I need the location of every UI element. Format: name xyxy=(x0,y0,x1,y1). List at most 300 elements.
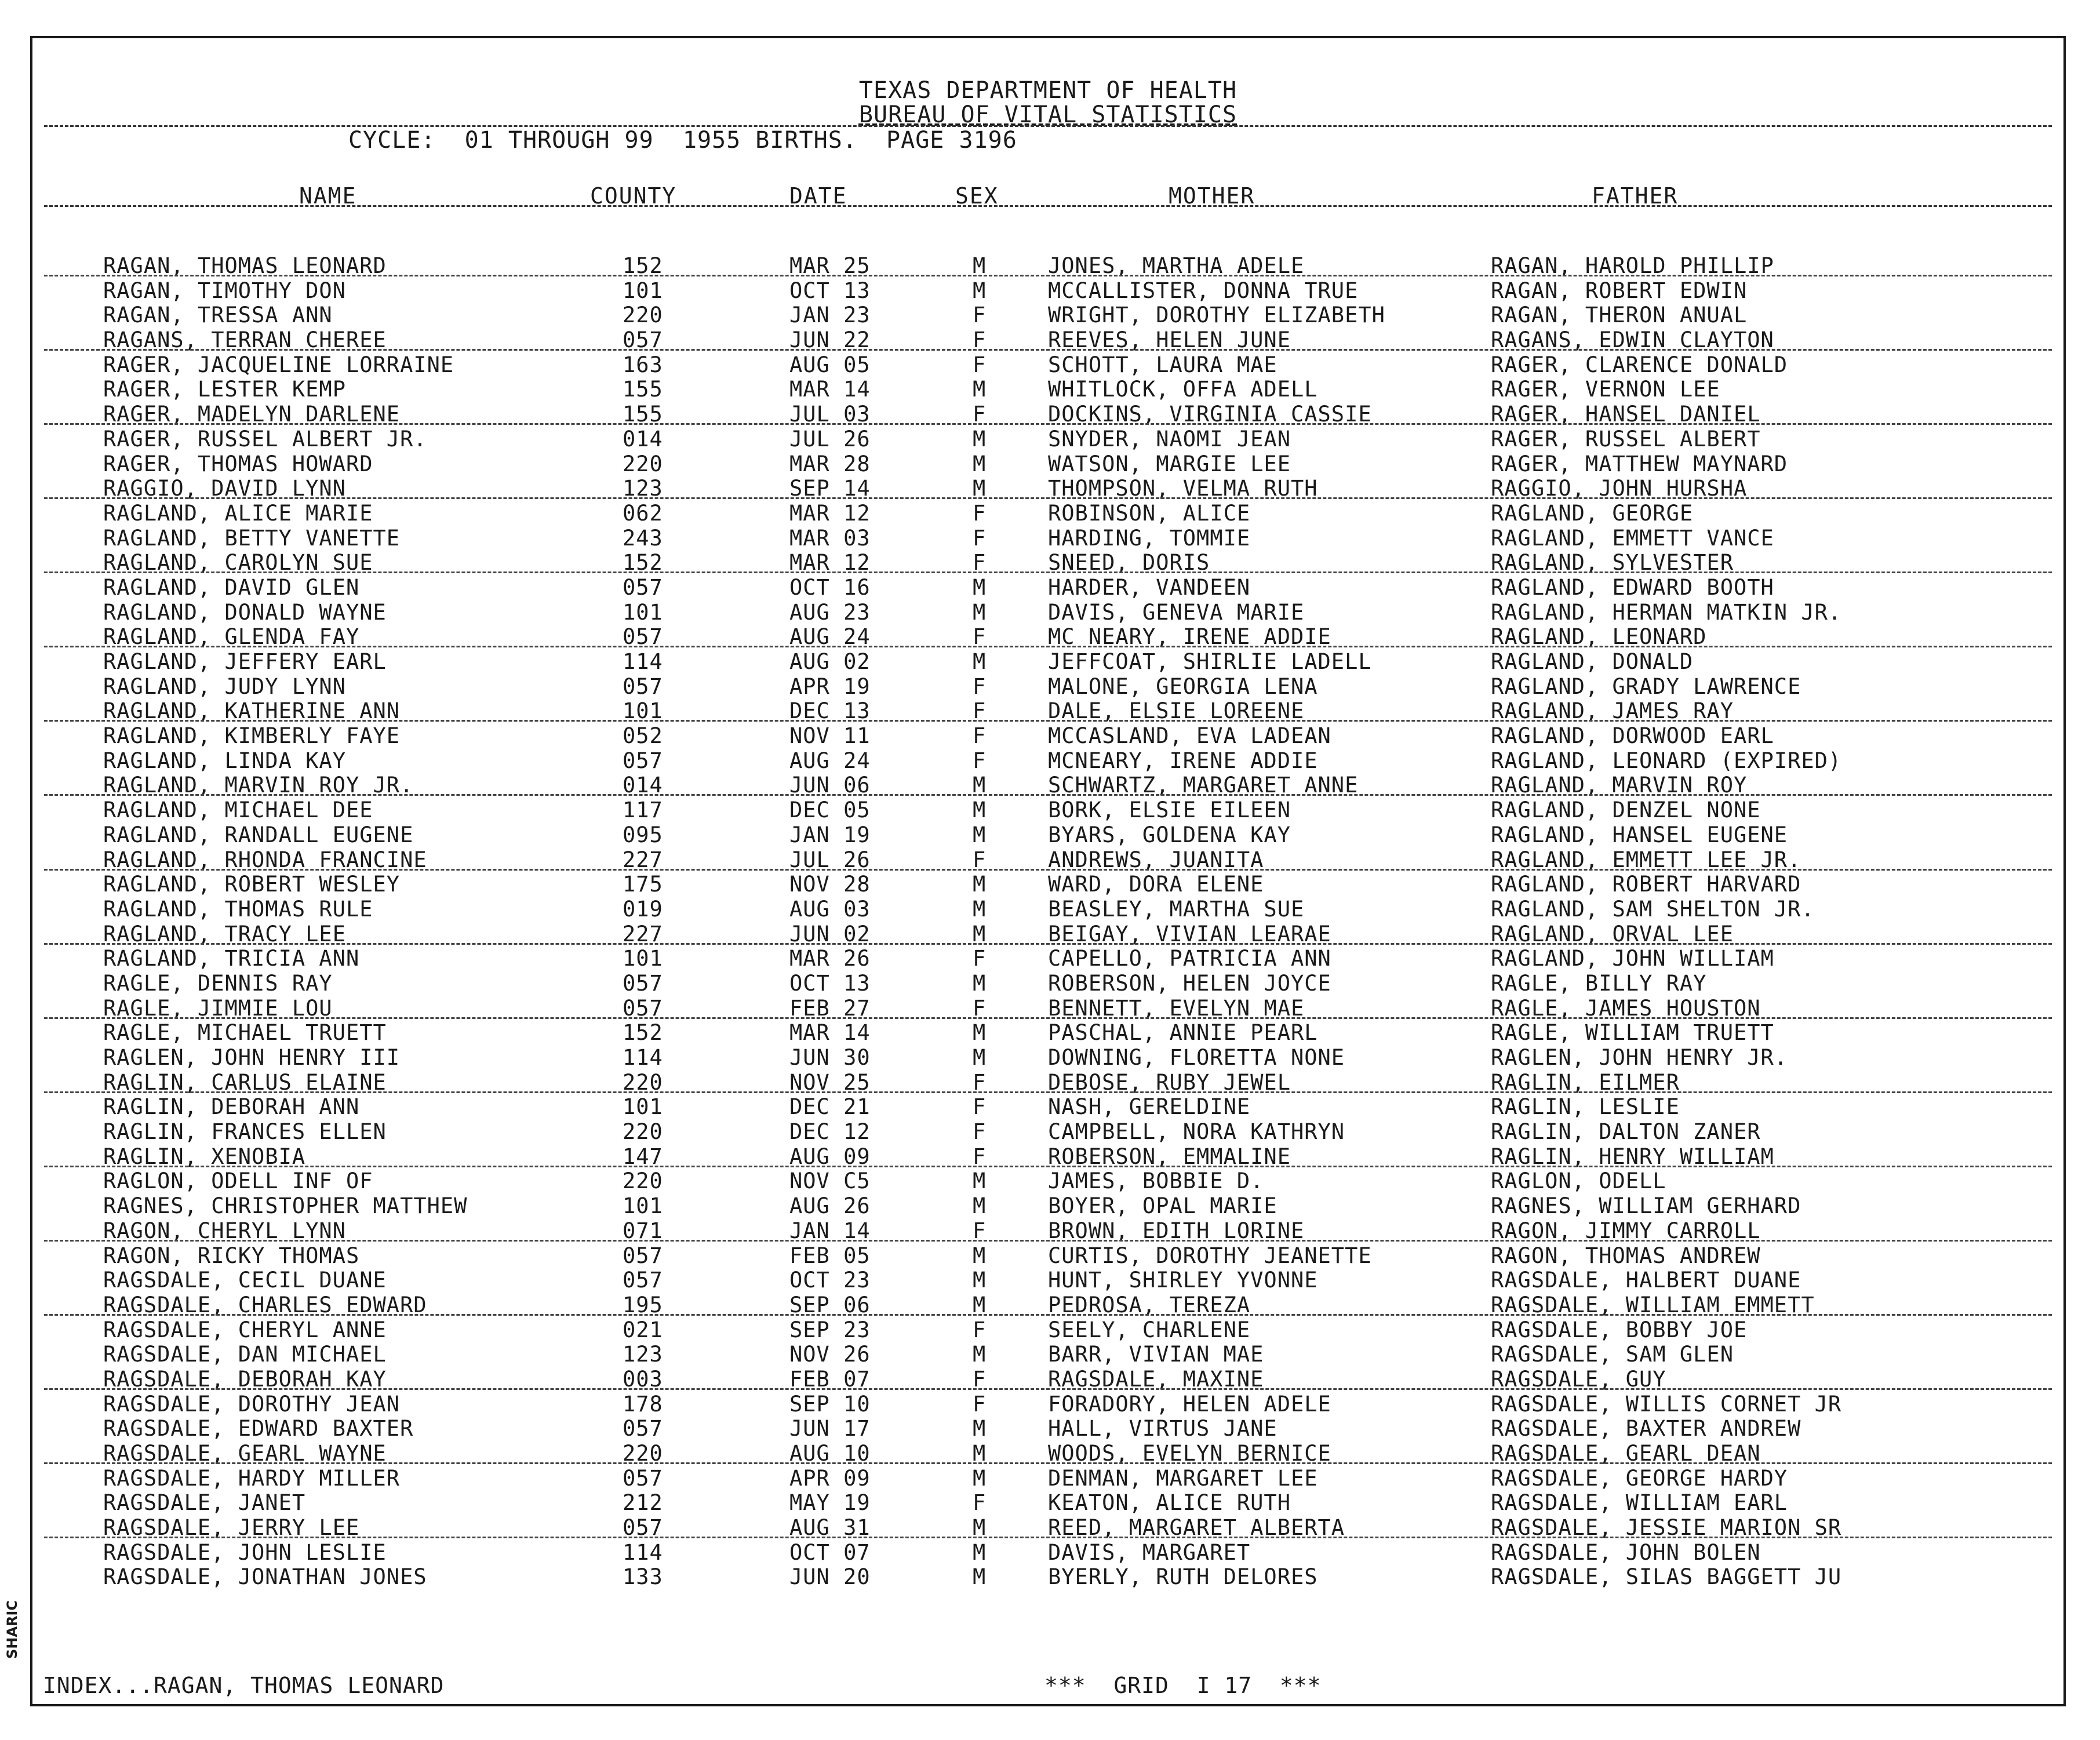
record-date: NOV C5 xyxy=(789,1169,871,1194)
record-sex: M xyxy=(973,921,987,947)
record-date: MAR 25 xyxy=(789,253,871,278)
record-mother: WRIGHT, DOROTHY ELIZABETH xyxy=(1048,303,1385,328)
table-row xyxy=(32,303,2063,328)
table-row xyxy=(32,501,2063,526)
record-date: OCT 07 xyxy=(789,1539,871,1565)
record-county: 062 xyxy=(623,500,663,526)
grid-footer: *** GRID I 17 *** xyxy=(1044,1673,1322,1698)
record-mother: THOMPSON, VELMA RUTH xyxy=(1048,476,1318,501)
record-mother: DALE, ELSIE LOREENE xyxy=(1048,698,1305,724)
record-county: 220 xyxy=(623,1169,663,1194)
record-name: RAGSDALE, DOROTHY JEAN xyxy=(103,1391,401,1417)
record-mother: HARDING, TOMMIE xyxy=(1048,525,1251,551)
record-county: 123 xyxy=(623,476,663,501)
table-row xyxy=(32,377,2063,402)
table-row xyxy=(32,254,2063,279)
record-name: RAGLAND, GLENDA FAY xyxy=(103,624,360,650)
record-name: RAGLON, ODELL INF OF xyxy=(103,1169,373,1194)
record-sex: F xyxy=(973,525,987,551)
record-county: 114 xyxy=(623,1045,663,1070)
record-county: 227 xyxy=(623,847,663,872)
record-mother: JONES, MARTHA ADELE xyxy=(1048,253,1305,278)
record-county: 147 xyxy=(623,1144,663,1169)
record-name: RAGER, MADELYN DARLENE xyxy=(103,402,401,427)
record-mother: BORK, ELSIE EILEEN xyxy=(1048,798,1291,823)
record-sex: M xyxy=(973,377,987,402)
record-father: RAGSDALE, WILLIAM EARL xyxy=(1491,1490,1788,1516)
record-date: OCT 16 xyxy=(789,574,871,600)
record-county: 057 xyxy=(623,995,663,1021)
record-date: AUG 31 xyxy=(789,1515,871,1541)
record-sex: M xyxy=(973,599,987,625)
record-father: RAGLAND, EMMETT VANCE xyxy=(1491,525,1774,551)
record-mother: DAVIS, MARGARET xyxy=(1048,1539,1251,1565)
record-mother: DOWNING, FLORETTA NONE xyxy=(1048,1045,1345,1070)
record-father: RAGSDALE, SAM GLEN xyxy=(1491,1342,1734,1367)
record-father: RAGLE, WILLIAM TRUETT xyxy=(1491,1020,1774,1046)
record-father: RAGLAND, JOHN WILLIAM xyxy=(1491,946,1774,971)
table-row xyxy=(32,675,2063,700)
table-row xyxy=(32,848,2063,873)
record-county: 057 xyxy=(623,748,663,773)
record-mother: BEIGAY, VIVIAN LEARAE xyxy=(1048,921,1331,947)
record-father: RAGSDALE, JOHN BOLEN xyxy=(1491,1539,1761,1565)
record-sex: F xyxy=(973,1366,987,1392)
record-county: 014 xyxy=(623,773,663,798)
record-date: APR 19 xyxy=(789,674,871,699)
record-date: AUG 03 xyxy=(789,896,871,922)
record-sex: F xyxy=(973,1490,987,1516)
record-county: 114 xyxy=(623,1539,663,1565)
table-row xyxy=(32,1516,2063,1541)
record-name: RAGLAND, DAVID GLEN xyxy=(103,574,360,600)
index-footer: INDEX...RAGAN, THOMAS LEONARD xyxy=(43,1673,445,1698)
record-date: OCT 23 xyxy=(789,1268,871,1293)
record-sex: M xyxy=(973,1243,987,1268)
record-father: RAGLAND, MARVIN ROY xyxy=(1491,773,1748,798)
record-mother: DAVIS, GENEVA MARIE xyxy=(1048,599,1305,625)
record-father: RAGLAND, DONALD xyxy=(1491,649,1694,674)
table-row xyxy=(32,724,2063,749)
record-date: MAR 26 xyxy=(789,946,871,971)
record-date: MAR 12 xyxy=(789,550,871,576)
record-name: RAGLAND, ROBERT WESLEY xyxy=(103,872,401,897)
table-row xyxy=(32,526,2063,551)
record-name: RAGLE, DENNIS RAY xyxy=(103,970,333,996)
record-county: 220 xyxy=(623,1119,663,1145)
record-sex: F xyxy=(973,1218,987,1243)
table-row xyxy=(32,600,2063,625)
table-row xyxy=(32,650,2063,675)
table-row xyxy=(32,1293,2063,1318)
record-date: MAR 14 xyxy=(789,1020,871,1046)
record-sex: M xyxy=(973,872,987,897)
record-father: RAGER, VERNON LEE xyxy=(1491,377,1720,402)
record-name: RAGLEN, JOHN HENRY III xyxy=(103,1045,401,1070)
table-row xyxy=(32,1145,2063,1170)
record-name: RAGON, CHERYL LYNN xyxy=(103,1218,346,1243)
record-mother: DOCKINS, VIRGINIA CASSIE xyxy=(1048,402,1372,427)
record-sex: M xyxy=(973,476,987,501)
table-row xyxy=(32,328,2063,353)
record-sex: F xyxy=(973,402,987,427)
record-father: RAGSDALE, WILLIS CORNET JR xyxy=(1491,1391,1842,1417)
table-row xyxy=(32,1046,2063,1071)
record-sex: M xyxy=(973,1292,987,1317)
record-date: AUG 26 xyxy=(789,1193,871,1219)
column-header-father: FATHER xyxy=(1592,183,1679,209)
record-county: 057 xyxy=(623,1416,663,1441)
record-date: MAR 12 xyxy=(789,500,871,526)
record-county: 155 xyxy=(623,377,663,402)
record-name: RAGLAND, KATHERINE ANN xyxy=(103,698,401,724)
table-row xyxy=(32,279,2063,304)
record-sex: F xyxy=(973,946,987,971)
record-county: 101 xyxy=(623,698,663,724)
record-name: RAGNES, CHRISTOPHER MATTHEW xyxy=(103,1193,468,1219)
record-mother: DEBOSE, RUBY JEWEL xyxy=(1048,1069,1291,1095)
record-date: AUG 09 xyxy=(789,1144,871,1169)
record-mother: JEFFCOAT, SHIRLIE LADELL xyxy=(1048,649,1372,674)
table-row xyxy=(32,1441,2063,1466)
record-sex: M xyxy=(973,773,987,798)
record-date: AUG 24 xyxy=(789,748,871,773)
record-county: 101 xyxy=(623,1193,663,1219)
record-date: APR 09 xyxy=(789,1465,871,1491)
record-name: RAGLAND, LINDA KAY xyxy=(103,748,346,773)
record-name: RAGLAND, JUDY LYNN xyxy=(103,674,346,699)
header-rule xyxy=(44,125,2052,127)
record-father: RAGLIN, EILMER xyxy=(1491,1069,1680,1095)
record-date: SEP 23 xyxy=(789,1317,871,1342)
table-row xyxy=(32,699,2063,724)
table-row xyxy=(32,551,2063,576)
record-name: RAGLIN, CARLUS ELAINE xyxy=(103,1069,387,1095)
record-father: RAGSDALE, GUY xyxy=(1491,1366,1666,1392)
column-header-name: NAME xyxy=(299,183,357,209)
record-sex: F xyxy=(973,352,987,377)
record-sex: M xyxy=(973,1193,987,1219)
record-date: MAR 14 xyxy=(789,377,871,402)
record-sex: F xyxy=(973,1391,987,1417)
record-date: MAR 03 xyxy=(789,525,871,551)
record-sex: F xyxy=(973,748,987,773)
record-county: 220 xyxy=(623,1069,663,1095)
record-mother: SNEED, DORIS xyxy=(1048,550,1210,576)
record-mother: BENNETT, EVELYN MAE xyxy=(1048,995,1305,1021)
table-row xyxy=(32,749,2063,774)
record-mother: REEVES, HELEN JUNE xyxy=(1048,327,1291,353)
table-row xyxy=(32,1194,2063,1219)
record-name: RAGLE, MICHAEL TRUETT xyxy=(103,1020,387,1046)
column-header-mother: MOTHER xyxy=(1169,183,1255,209)
record-date: DEC 12 xyxy=(789,1119,871,1145)
record-father: RAGLAND, EDWARD BOOTH xyxy=(1491,574,1774,600)
record-father: RAGLIN, HENRY WILLIAM xyxy=(1491,1144,1774,1169)
record-date: DEC 05 xyxy=(789,798,871,823)
record-date: NOV 11 xyxy=(789,723,871,749)
record-date: JUL 03 xyxy=(789,402,871,427)
record-sex: F xyxy=(973,1144,987,1169)
record-father: RAGLON, ODELL xyxy=(1491,1169,1666,1194)
record-mother: SEELY, CHARLENE xyxy=(1048,1317,1251,1342)
record-sex: M xyxy=(973,574,987,600)
table-row xyxy=(32,996,2063,1021)
record-sex: F xyxy=(973,995,987,1021)
record-sex: F xyxy=(973,624,987,650)
record-mother: ROBERSON, EMMALINE xyxy=(1048,1144,1291,1169)
record-mother: KEATON, ALICE RUTH xyxy=(1048,1490,1291,1516)
table-row xyxy=(32,897,2063,922)
record-date: JUL 26 xyxy=(789,847,871,872)
record-mother: CURTIS, DOROTHY JEANETTE xyxy=(1048,1243,1372,1268)
table-row xyxy=(32,353,2063,378)
record-county: 163 xyxy=(623,352,663,377)
record-sex: M xyxy=(973,970,987,996)
record-father: RAGSDALE, BAXTER ANDREW xyxy=(1491,1416,1801,1441)
record-mother: HUNT, SHIRLEY YVONNE xyxy=(1048,1268,1318,1293)
record-sex: M xyxy=(973,1416,987,1441)
record-county: 220 xyxy=(623,1441,663,1466)
record-date: DEC 21 xyxy=(789,1094,871,1120)
record-county: 057 xyxy=(623,327,663,353)
record-sex: M xyxy=(973,1515,987,1541)
record-date: JAN 23 xyxy=(789,303,871,328)
record-name: RAGLAND, RHONDA FRANCINE xyxy=(103,847,427,872)
record-mother: MCCALLISTER, DONNA TRUE xyxy=(1048,278,1359,303)
record-county: 152 xyxy=(623,1020,663,1046)
record-county: 057 xyxy=(623,970,663,996)
record-mother: WARD, DORA ELENE xyxy=(1048,872,1264,897)
record-date: AUG 10 xyxy=(789,1441,871,1466)
record-sex: M xyxy=(973,1268,987,1293)
record-father: RAGAN, THERON ANUAL xyxy=(1491,303,1748,328)
record-county: 152 xyxy=(623,253,663,278)
record-name: RAGLAND, ALICE MARIE xyxy=(103,500,373,526)
record-county: 057 xyxy=(623,1515,663,1541)
record-father: RAGAN, HAROLD PHILLIP xyxy=(1491,253,1774,278)
record-father: RAGLIN, LESLIE xyxy=(1491,1094,1680,1120)
record-mother: FORADORY, HELEN ADELE xyxy=(1048,1391,1331,1417)
record-name: RAGLAND, TRACY LEE xyxy=(103,921,346,947)
record-mother: BOYER, OPAL MARIE xyxy=(1048,1193,1278,1219)
record-mother: BARR, VIVIAN MAE xyxy=(1048,1342,1264,1367)
record-county: 057 xyxy=(623,574,663,600)
record-date: JUN 20 xyxy=(789,1564,871,1590)
record-county: 052 xyxy=(623,723,663,749)
table-row xyxy=(32,576,2063,600)
record-county: 095 xyxy=(623,822,663,847)
record-name: RAGLAND, KIMBERLY FAYE xyxy=(103,723,401,749)
side-mark: SHARIC xyxy=(4,1600,20,1659)
record-county: 057 xyxy=(623,1465,663,1491)
record-mother: REED, MARGARET ALBERTA xyxy=(1048,1515,1345,1541)
record-father: RAGSDALE, BOBBY JOE xyxy=(1491,1317,1748,1342)
record-county: 101 xyxy=(623,278,663,303)
record-father: RAGLAND, EMMETT LEE JR. xyxy=(1491,847,1801,872)
table-row xyxy=(32,971,2063,996)
record-date: SEP 06 xyxy=(789,1292,871,1317)
record-county: 123 xyxy=(623,1342,663,1367)
record-mother: BYERLY, RUTH DELORES xyxy=(1048,1564,1318,1590)
record-father: RAGLAND, ROBERT HARVARD xyxy=(1491,872,1801,897)
record-name: RAGLAND, DONALD WAYNE xyxy=(103,599,387,625)
table-row xyxy=(32,1417,2063,1441)
record-mother: BEASLEY, MARTHA SUE xyxy=(1048,896,1305,922)
record-father: RAGGIO, JOHN HURSHA xyxy=(1491,476,1748,501)
record-name: RAGLAND, BETTY VANETTE xyxy=(103,525,401,551)
record-father: RAGLAND, DORWOOD EARL xyxy=(1491,723,1774,749)
record-sex: M xyxy=(973,1045,987,1070)
column-header-date: DATE xyxy=(789,183,847,209)
record-sex: M xyxy=(973,1342,987,1367)
record-county: 003 xyxy=(623,1366,663,1392)
record-father: RAGSDALE, JESSIE MARION SR xyxy=(1491,1515,1842,1541)
record-father: RAGSDALE, SILAS BAGGETT JU xyxy=(1491,1564,1842,1590)
record-mother: JAMES, BOBBIE D. xyxy=(1048,1169,1264,1194)
record-sex: M xyxy=(973,1169,987,1194)
record-name: RAGER, JACQUELINE LORRAINE xyxy=(103,352,454,377)
record-date: AUG 23 xyxy=(789,599,871,625)
record-mother: WOODS, EVELYN BERNICE xyxy=(1048,1441,1331,1466)
record-sex: M xyxy=(973,896,987,922)
record-name: RAGSDALE, CECIL DUANE xyxy=(103,1268,387,1293)
record-county: 220 xyxy=(623,451,663,476)
record-county: 019 xyxy=(623,896,663,922)
record-name: RAGAN, THOMAS LEONARD xyxy=(103,253,387,278)
record-mother: ROBINSON, ALICE xyxy=(1048,500,1251,526)
record-date: DEC 13 xyxy=(789,698,871,724)
record-name: RAGLIN, DEBORAH ANN xyxy=(103,1094,360,1120)
record-father: RAGLAND, GEORGE xyxy=(1491,500,1694,526)
record-date: JUN 06 xyxy=(789,773,871,798)
table-row xyxy=(32,625,2063,650)
record-mother: SNYDER, NAOMI JEAN xyxy=(1048,426,1291,452)
birth-records xyxy=(32,254,2063,1590)
table-row xyxy=(32,773,2063,798)
record-name: RAGAN, TRESSA ANN xyxy=(103,303,333,328)
record-name: RAGSDALE, JOHN LESLIE xyxy=(103,1539,387,1565)
record-date: NOV 28 xyxy=(789,872,871,897)
table-row xyxy=(32,798,2063,823)
table-row xyxy=(32,476,2063,501)
record-date: JUN 02 xyxy=(789,921,871,947)
record-date: JUN 22 xyxy=(789,327,871,353)
record-mother: NASH, GERELDINE xyxy=(1048,1094,1251,1120)
record-sex: F xyxy=(973,550,987,576)
record-father: RAGSDALE, HALBERT DUANE xyxy=(1491,1268,1801,1293)
record-sex: F xyxy=(973,698,987,724)
record-county: 243 xyxy=(623,525,663,551)
record-sex: F xyxy=(973,1094,987,1120)
record-county: 155 xyxy=(623,402,663,427)
table-row xyxy=(32,1021,2063,1046)
record-name: RAGSDALE, JONATHAN JONES xyxy=(103,1564,427,1590)
table-row xyxy=(32,1095,2063,1120)
record-mother: HARDER, VANDEEN xyxy=(1048,574,1251,600)
record-father: RAGLIN, DALTON ZANER xyxy=(1491,1119,1761,1145)
table-row xyxy=(32,1565,2063,1590)
record-father: RAGAN, ROBERT EDWIN xyxy=(1491,278,1748,303)
record-mother: ANDREWS, JUANITA xyxy=(1048,847,1264,872)
record-date: JAN 19 xyxy=(789,822,871,847)
record-father: RAGSDALE, GEARL DEAN xyxy=(1491,1441,1761,1466)
agency-title: TEXAS DEPARTMENT OF HEALTH xyxy=(858,77,1238,104)
record-name: RAGANS, TERRAN CHEREE xyxy=(103,327,387,353)
table-row xyxy=(32,1392,2063,1417)
column-header-rule xyxy=(44,205,2052,207)
record-name: RAGSDALE, EDWARD BAXTER xyxy=(103,1416,414,1441)
table-row xyxy=(32,1318,2063,1343)
record-name: RAGGIO, DAVID LYNN xyxy=(103,476,346,501)
record-sex: F xyxy=(973,500,987,526)
record-name: RAGLE, JIMMIE LOU xyxy=(103,995,333,1021)
table-row xyxy=(32,1071,2063,1095)
record-county: 152 xyxy=(623,550,663,576)
record-sex: F xyxy=(973,1069,987,1095)
record-county: 057 xyxy=(623,1268,663,1293)
cycle-line: CYCLE: 01 THROUGH 99 1955 BIRTHS. PAGE 3196 xyxy=(348,127,1017,154)
record-county: 220 xyxy=(623,303,663,328)
record-father: RAGER, RUSSEL ALBERT xyxy=(1491,426,1761,452)
record-date: NOV 25 xyxy=(789,1069,871,1095)
record-father: RAGLEN, JOHN HENRY JR. xyxy=(1491,1045,1788,1070)
record-county: 101 xyxy=(623,946,663,971)
column-header-county: COUNTY xyxy=(590,183,677,209)
record-date: FEB 27 xyxy=(789,995,871,1021)
record-mother: BROWN, EDITH LORINE xyxy=(1048,1218,1305,1243)
table-row xyxy=(32,452,2063,477)
table-row xyxy=(32,427,2063,452)
record-date: FEB 05 xyxy=(789,1243,871,1268)
record-father: RAGLAND, SAM SHELTON JR. xyxy=(1491,896,1815,922)
table-row xyxy=(32,402,2063,427)
table-row xyxy=(32,1342,2063,1367)
record-sex: M xyxy=(973,451,987,476)
record-mother: RAGSDALE, MAXINE xyxy=(1048,1366,1264,1392)
table-row xyxy=(32,1268,2063,1293)
record-county: 114 xyxy=(623,649,663,674)
record-name: RAGSDALE, DEBORAH KAY xyxy=(103,1366,387,1392)
table-row xyxy=(32,823,2063,848)
record-date: NOV 26 xyxy=(789,1342,871,1367)
record-father: RAGLAND, SYLVESTER xyxy=(1491,550,1734,576)
record-county: 101 xyxy=(623,1094,663,1120)
record-father: RAGER, HANSEL DANIEL xyxy=(1491,402,1761,427)
record-mother: BYARS, GOLDENA KAY xyxy=(1048,822,1291,847)
record-date: AUG 05 xyxy=(789,352,871,377)
record-name: RAGLIN, XENOBIA xyxy=(103,1144,306,1169)
record-father: RAGLAND, ORVAL LEE xyxy=(1491,921,1734,947)
table-row xyxy=(32,922,2063,947)
bureau-title: BUREAU OF VITAL STATISTICS xyxy=(858,101,1238,128)
record-name: RAGLAND, THOMAS RULE xyxy=(103,896,373,922)
record-mother: HALL, VIRTUS JANE xyxy=(1048,1416,1278,1441)
record-county: 071 xyxy=(623,1218,663,1243)
record-father: RAGLAND, LEONARD (EXPIRED) xyxy=(1491,748,1842,773)
record-mother: WHITLOCK, OFFA ADELL xyxy=(1048,377,1318,402)
record-mother: PEDROSA, TEREZA xyxy=(1048,1292,1251,1317)
record-father: RAGLAND, LEONARD xyxy=(1491,624,1707,650)
record-name: RAGLAND, RANDALL EUGENE xyxy=(103,822,414,847)
record-mother: MALONE, GEORGIA LENA xyxy=(1048,674,1318,699)
record-date: SEP 14 xyxy=(789,476,871,501)
record-father: RAGER, MATTHEW MAYNARD xyxy=(1491,451,1788,476)
record-sex: F xyxy=(973,847,987,872)
record-mother: DENMAN, MARGARET LEE xyxy=(1048,1465,1318,1491)
record-date: JUN 30 xyxy=(789,1045,871,1070)
table-row xyxy=(32,1169,2063,1194)
